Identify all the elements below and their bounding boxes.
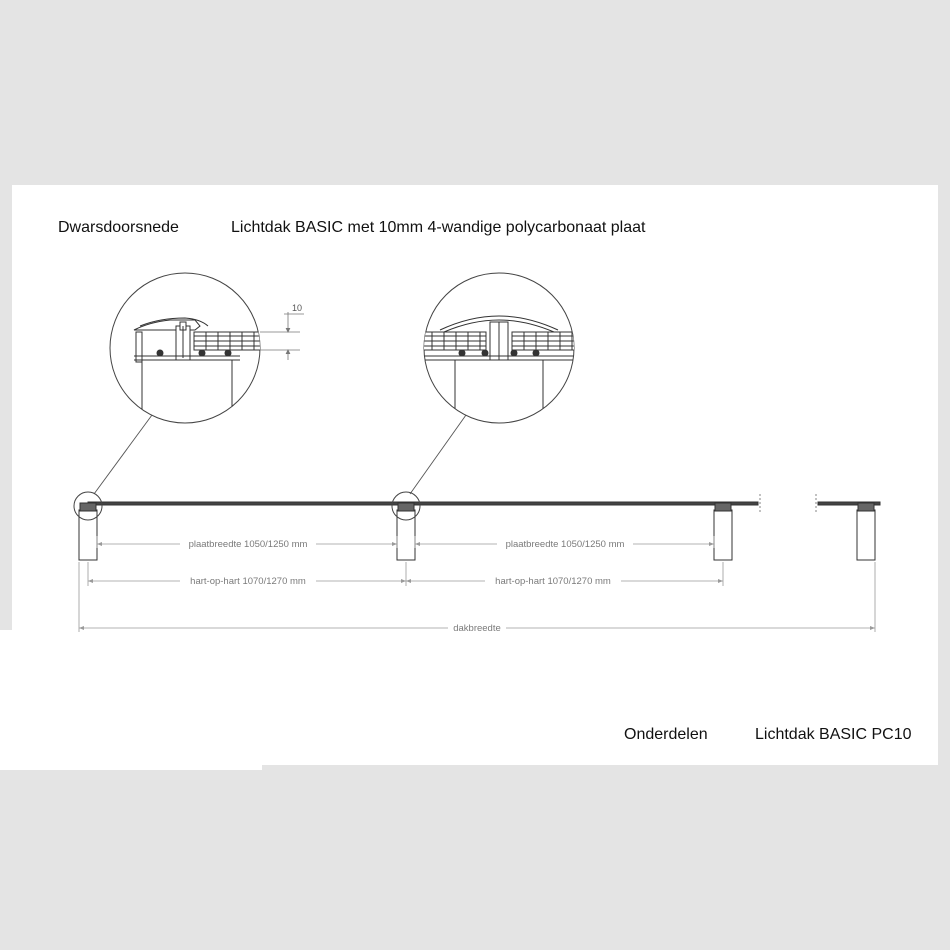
thickness-label: 10 [292, 303, 303, 313]
product-code: Lichtdak BASIC PC10 [755, 726, 912, 743]
detail-circle-middle-profile [420, 273, 578, 430]
thickness-dimension [260, 312, 304, 360]
roof-cross-section [79, 494, 880, 560]
parts-label: Onderdelen [624, 726, 708, 743]
post-2 [397, 510, 415, 560]
hart-op-hart-label-2: hart-op-hart 1070/1270 mm [495, 576, 611, 587]
plaatbreedte-label-1: plaatbreedte 1050/1250 mm [188, 539, 308, 550]
post-4 [857, 510, 875, 560]
section-label: Dwarsdoorsnede [58, 219, 179, 236]
detail-circle-end-profile [110, 273, 284, 430]
leader-line-right [410, 415, 466, 494]
dakbreedte-label: dakbreedte [453, 623, 501, 634]
hart-op-hart-label-1: hart-op-hart 1070/1270 mm [190, 576, 306, 587]
post-3 [714, 510, 732, 560]
post-1 [79, 510, 97, 560]
leader-line-left [94, 415, 152, 494]
plaatbreedte-label-2: plaatbreedte 1050/1250 mm [505, 539, 625, 550]
product-title: Lichtdak BASIC met 10mm 4-wandige polycarbonaat plaat [231, 219, 646, 236]
